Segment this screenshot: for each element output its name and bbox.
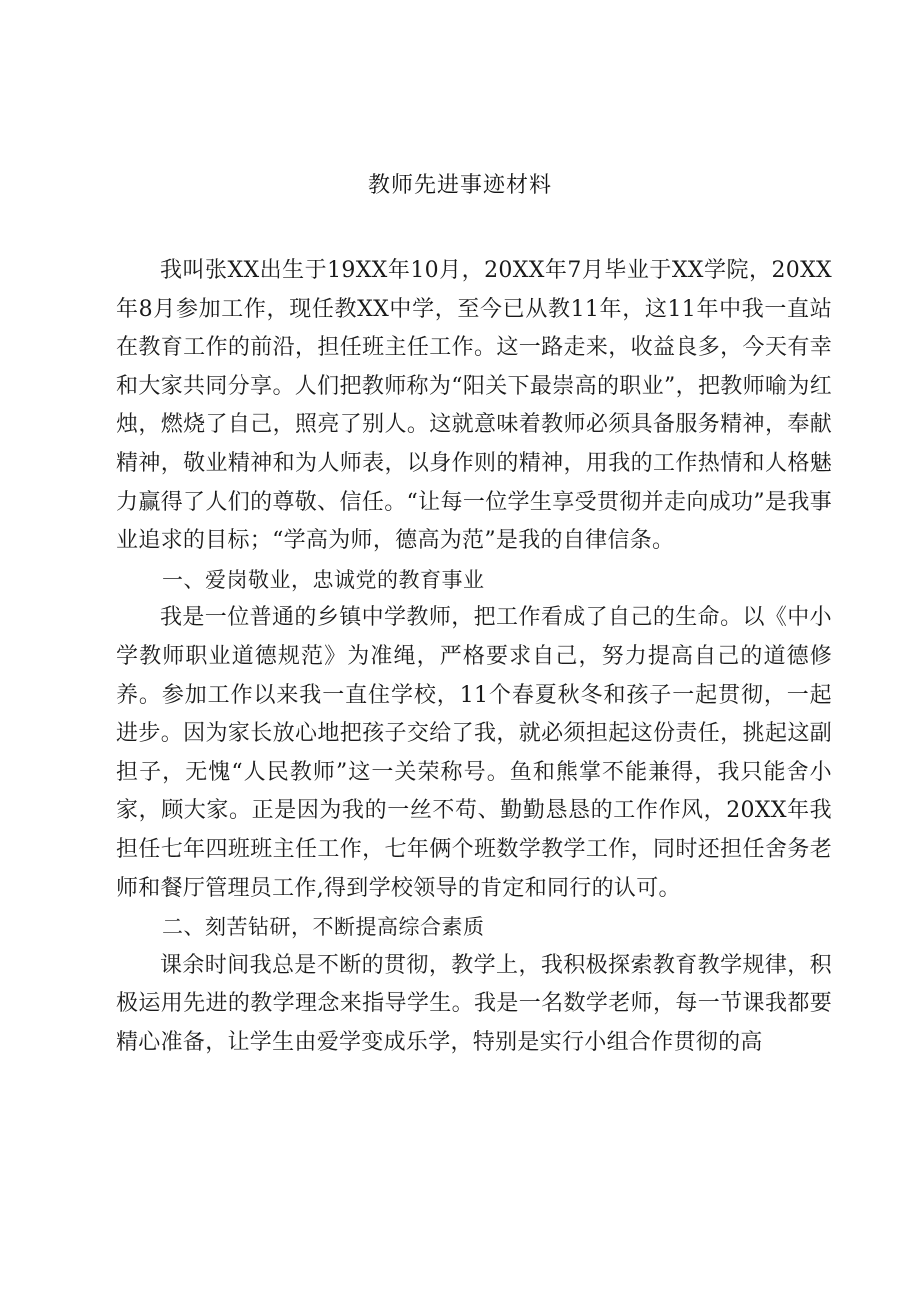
document-title: 教师先进事迹材料	[367, 173, 552, 198]
document-body	[116, 252, 832, 1062]
section-heading-2: 二、刻苦钻研，不断提高综合素质	[162, 915, 485, 940]
section-1-paragraph: 我是一位普通的乡镇中学教师，把工作看成了自己的生命。以《中小学教师职业道德规范》为准绳，严格要求自己，努力提高自己的道德修养。参加工作以来我一直住学校，11个春夏秋冬和孩子一起贯彻，一起进步。因为家长放心地把孩子交给了我，就必须担起这份责任，挑起这副担子，无愧“人民教师”这一关荣称号。鱼和熊掌不能兼得，我只能舍小家，顾大家。正是因为我的一丝不苟、勤勤恳恳的工作作风，20XX年我担任七年四班班主任工作，七年俩个班数学教学工作，同时还担任舍务老师和餐厅管理员工作,得到学校领导的肯定和同行的认可。	[116, 605, 832, 901]
intro-paragraph: 我叫张XX出生于19XX年10月，20XX年7月毕业于XX学院，20XX年8月参加工作，现任教XX中学，至今已从教11年，这11年中我一直站在教育工作的前沿，担任班主任工作。这一路走来，收益良多，今天有幸和大家共同分享。人们把教师称为“阳关下最崇高的职业”，把教师喻为红烛，燃烧了自己，照亮了别人。这就意味着教师必须具备服务精神，奉献精神，敬业精神和为人师表，以身作则的精神，用我的工作热情和人格魅力赢得了人们的尊敬、信任。“让每一位学生享受贯彻并走向成功”是我事业追求的目标；“学高为师，德高为范”是我的自律信条。	[116, 258, 832, 554]
section-heading-1: 一、爱岗敬业，忠诚党的教育事业	[162, 567, 485, 592]
section-2-paragraph: 课余时间我总是不断的贯彻，教学上，我积极探索教育教学规律，积极运用先进的教学理念来指导学生。我是一名数学老师，每一节课我都要精心准备，让学生由爱学变成乐学，特别是实行小组合作贯彻的高	[116, 952, 832, 1055]
